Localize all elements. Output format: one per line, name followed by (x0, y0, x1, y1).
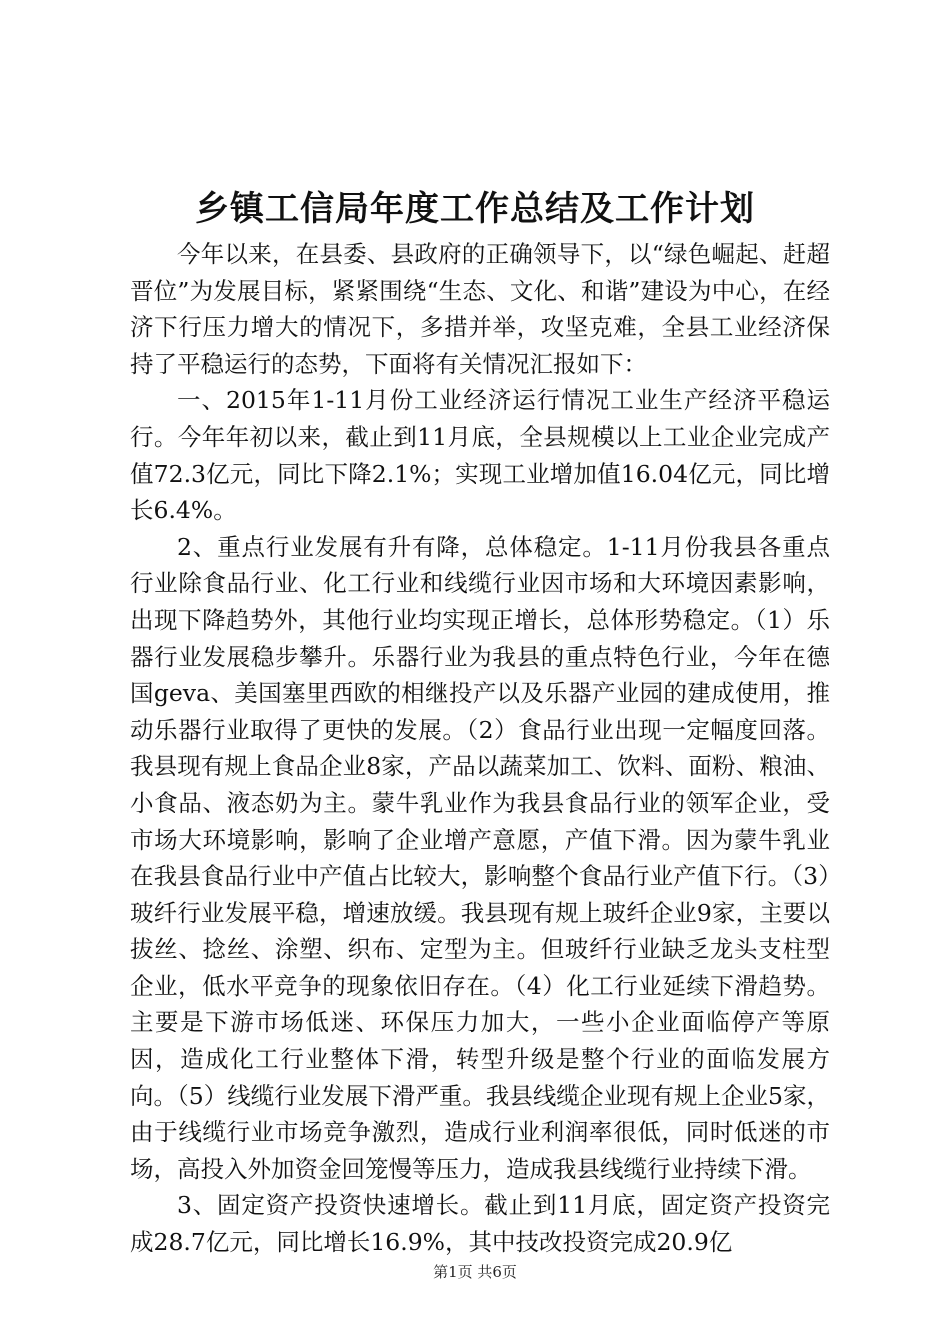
paragraph-intro: 今年以来，在县委、县政府的正确领导下，以“绿色崛起、赶超晋位”为发展目标，紧紧围绕“生态、文化、和谐”建设为中心，在经济下行压力增大的情况下，多措并举，攻坚克难，全县工业经济保持了平稳运行的态势，下面将有关情况汇报如下： (130, 240, 830, 378)
paragraph-section-1: 一、2015年1-11月份工业经济运行情况工业生产经济平稳运行。今年年初以来，截止到11月底，全县规模以上工业企业完成产值72.3亿元，同比下降2.1%；实现工业增加值16.04亿元，同比增长6.4%。 (130, 386, 830, 525)
document-body (130, 236, 830, 1261)
page-number-footer: 第1页 共6页 (433, 1263, 517, 1281)
paragraph-section-3: 3、固定资产投资快速增长。截止到11月底，固定资产投资完成28.7亿元，同比增长16.9%，其中技改投资完成20.9亿 (130, 1191, 830, 1257)
document-title: 乡镇工信局年度工作总结及工作计划 (195, 189, 755, 229)
paragraph-section-2: 2、重点行业发展有升有降，总体稳定。1-11月份我县各重点行业除食品行业、化工行业和线缆行业因市场和大环境因素影响，出现下降趋势外，其他行业均实现正增长，总体形势稳定。（1）乐器行业发展稳步攀升。乐器行业为我县的重点特色行业，今年在德国geva、美国塞里西欧的相继投产以及乐器产业园的建成使用，推动乐器行业取得了更快的发展。（2）食品行业出现一定幅度回落。我县现有规上食品企业8家，产品以蔬菜加工、饮料、面粉、粮油、小食品、液态奶为主。蒙牛乳业作为我县食品行业的领军企业，受市场大环境影响，影响了企业增产意愿，产值下滑。因为蒙牛乳业在我县食品行业中产值占比较大，影响整个食品行业产值下行。（3）玻纤行业发展平稳，增速放缓。我县现有规上玻纤企业9家，主要以拔丝、捻丝、涂塑、织布、定型为主。但玻纤行业缺乏龙头支柱型企业，低水平竞争的现象依旧存在。（4）化工行业延续下滑趋势。主要是下游市场低迷、环保压力加大，一些小企业面临停产等原因，造成化工行业整体下滑，转型升级是整个行业的面临发展方向。（5）线缆行业发展下滑严重。我县线缆企业现有规上企业5家，由于线缆行业市场竞争激烈，造成行业利润率很低，同时低迷的市场，高投入外加资金回笼慢等压力，造成我县线缆行业持续下滑。 (130, 532, 830, 1183)
